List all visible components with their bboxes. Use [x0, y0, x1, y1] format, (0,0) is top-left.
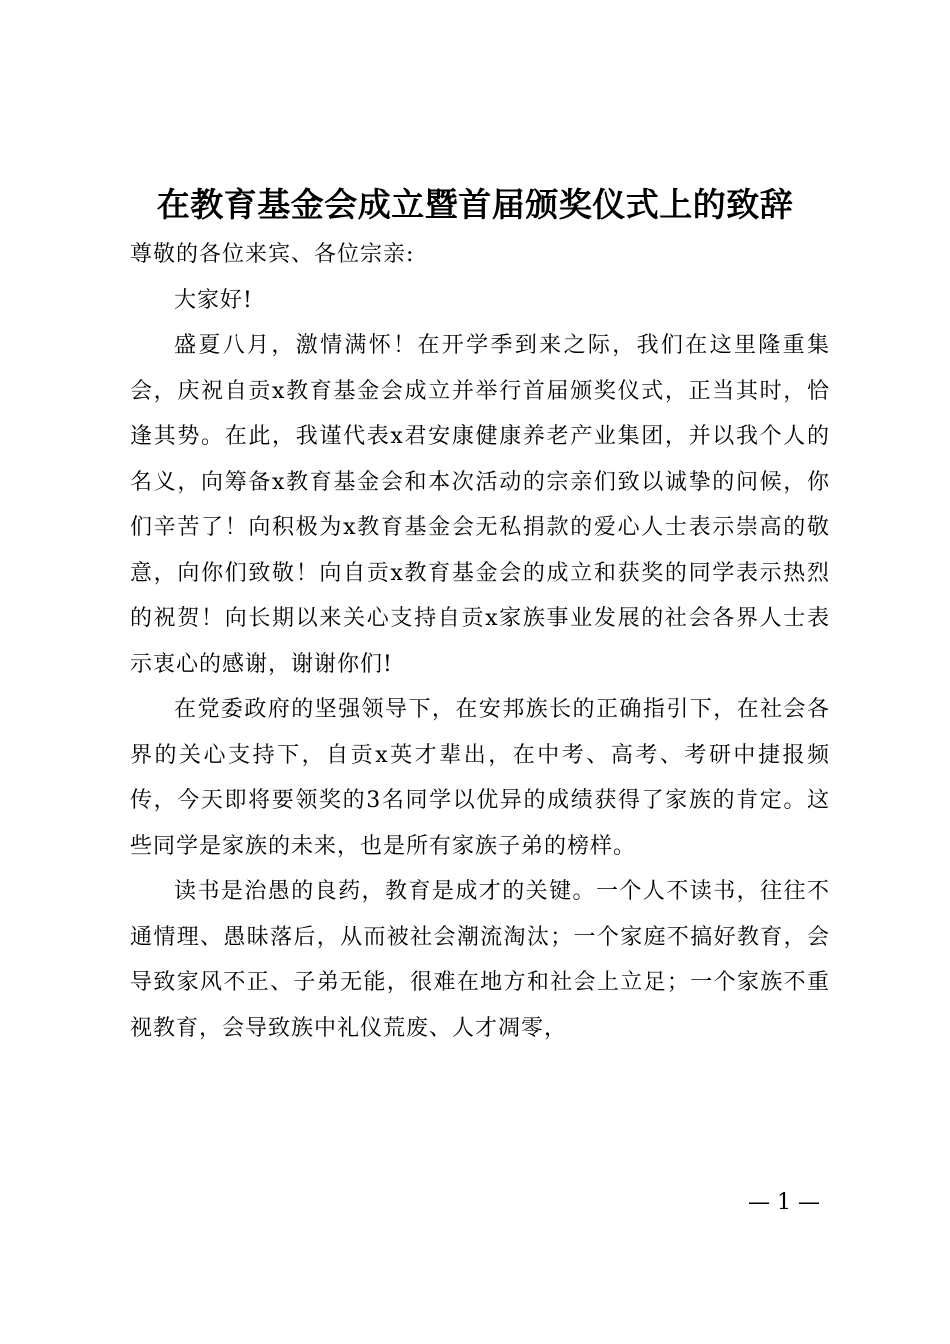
greeting: 大家好!: [174, 287, 253, 313]
paragraph-3: 读书是治愚的良药，教育是成才的关键。一个人不读书，往往不通情理、愚昧落后，从而被社会潮流淘汰；一个家庭不搞好教育，会导致家风不正、子弟无能，很难在地方和社会上立足；一个家族不重视教育，会导致族中礼仪荒废、人才凋零，: [130, 879, 830, 1041]
salutation: 尊敬的各位来宾、各位宗亲:: [130, 242, 415, 267]
paragraph-1: 盛夏八月，激情满怀！在开学季到来之际，我们在这里隆重集会，庆祝自贡x教育基金会成立并举行首届颁奖仪式，正当其时，恰逢其势。在此，我谨代表x君安康健康养老产业集团，并以我个人的名义，向筹备x教育基金会和本次活动的宗亲们致以诚挚的问候，你们辛苦了！向积极为x教育基金会无私捐款的爱心人士表示崇高的敬意，向你们致敬！向自贡x教育基金会的成立和获奖的同学表示热烈的祝贺！向长期以来关心支持自贡x家族事业发展的社会各界人士表示衷心的感谢，谢谢你们!: [130, 333, 830, 677]
paragraph-2: 在党委政府的坚强领导下，在安邦族长的正确指引下，在社会各界的关心支持下，自贡x英才辈出，在中考、高考、考研中捷报频传，今天即将要领奖的3名同学以优异的成绩获得了家族的肯定。这些同学是家族的未来，也是所有家族子弟的榜样。: [130, 697, 830, 859]
document-title: 在教育基金会成立暨首届颁奖仪式上的致辞: [156, 185, 794, 224]
page-number: — 1 —: [748, 1190, 820, 1215]
document-body: [130, 232, 830, 1051]
